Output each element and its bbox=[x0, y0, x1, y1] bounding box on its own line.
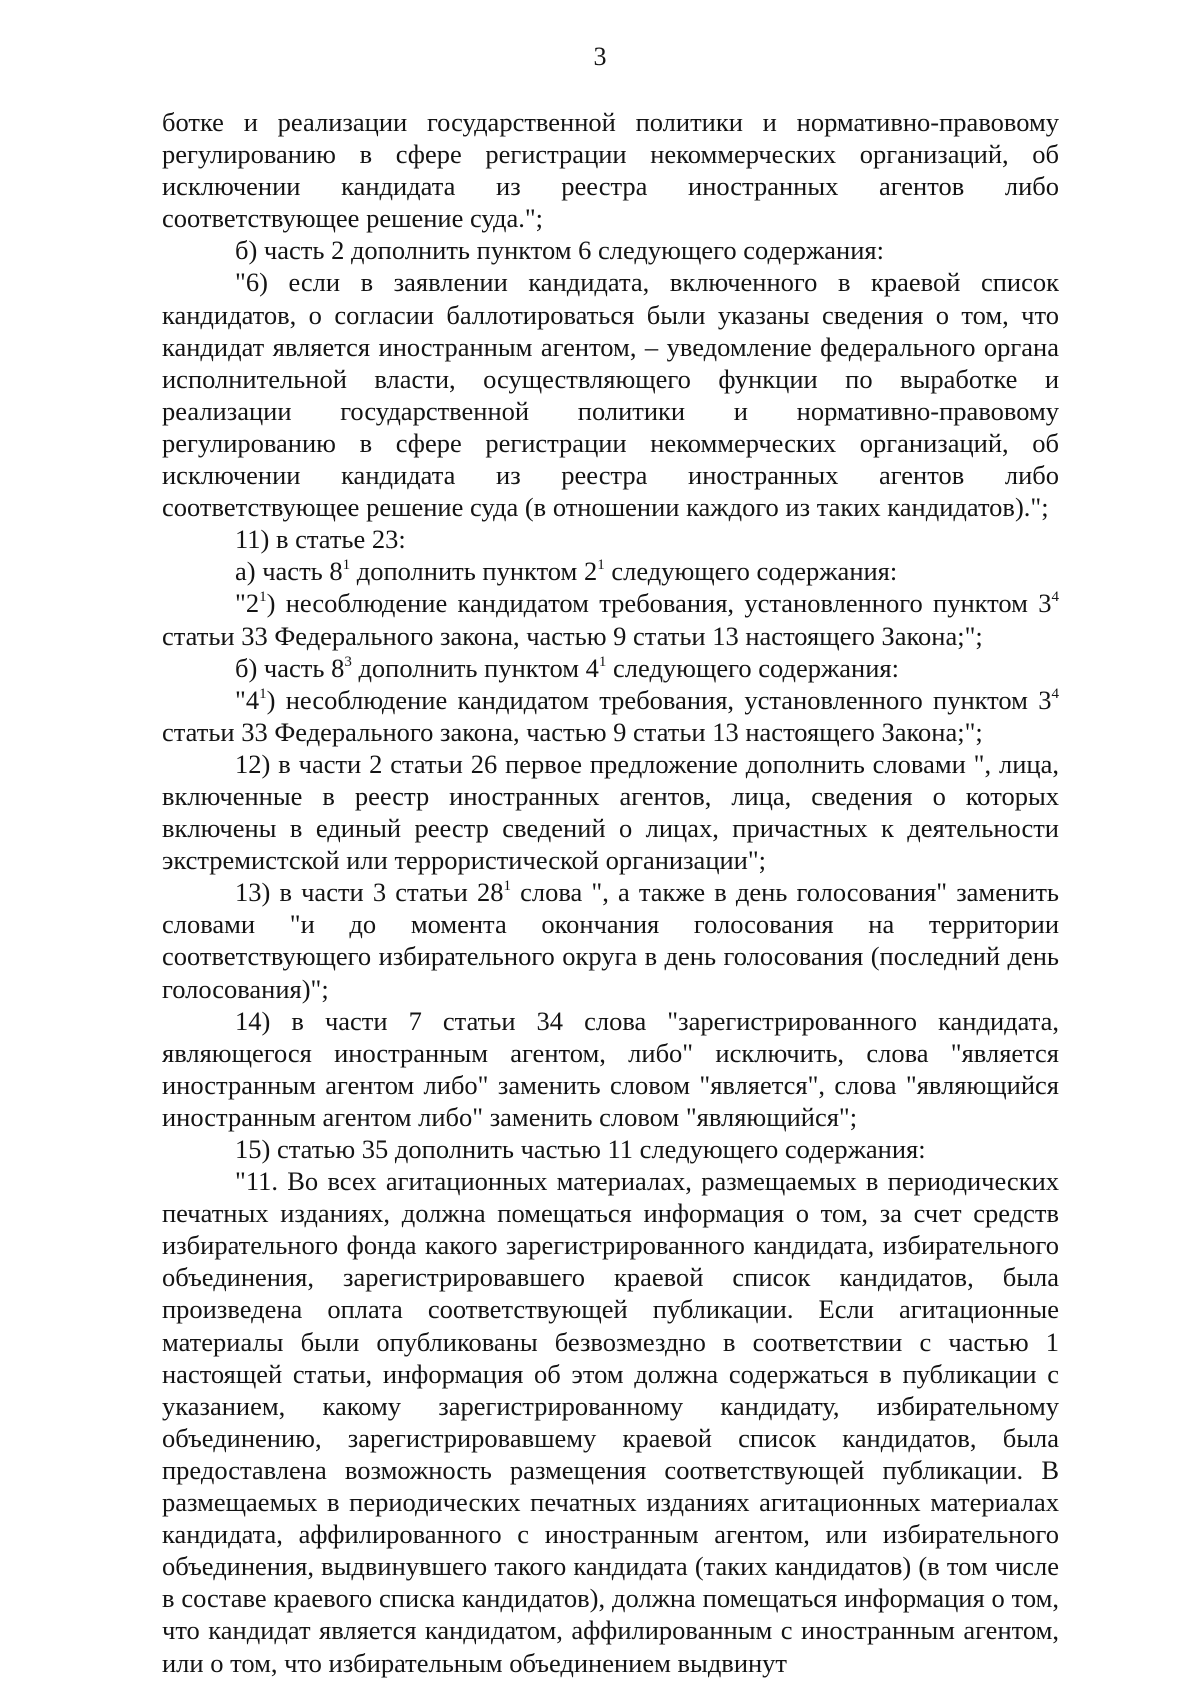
paragraph bbox=[162, 106, 1059, 234]
paragraph-text: статьи 33 Федерального закона, частью 9 статьи 13 настоящего Закона;"; bbox=[162, 620, 983, 651]
paragraph-text: ) несоблюдение кандидатом требования, установленного пунктом 3 bbox=[266, 684, 1052, 715]
paragraph-text: 15) статью 35 дополнить частью 11 следующего содержания: bbox=[235, 1134, 926, 1164]
paragraph-text: ботке и реализации государственной политики и нормативно-правовому регулированию в сфере регистрации некоммерческих организаций, об исключении кандидата из реестра иностранных агентов либо соответствующее решение суда."; bbox=[162, 107, 1059, 234]
paragraph-text: 13) в части 3 статьи 28 bbox=[235, 877, 504, 908]
paragraph-text: "6) если в заявлении кандидата, включенного в краевой список кандидатов, о согласии баллотироваться были указаны сведения о том, что кандидат является иностранным агентом, – уведомление федерального органа исполнительной власти, осуществляющего функции по выработке и реализации государственной политики и нормативно-правовому регулированию в сфере регистрации некоммерческих организаций, об исключении кандидата из реестра иностранных агентов либо соответствующее решение суда (в отношении каждого из таких кандидатов)."; bbox=[162, 267, 1059, 523]
paragraph bbox=[162, 587, 1059, 651]
paragraph-text: 11) в статье 23: bbox=[235, 524, 406, 555]
paragraph-text: 14) в части 7 статьи 34 слова "зарегистрированного кандидата, являющегося иностранным агентом, либо" исключить, слова "является иностранным агентом либо" заменить словом "является", слова "являющийся иностранным агентом либо" заменить словом "являющийся"; bbox=[162, 1005, 1059, 1132]
paragraph-text: статьи 33 Федерального закона, частью 9 статьи 13 настоящего Закона;"; bbox=[162, 716, 983, 747]
paragraph-text: слова ", а также в день голосования" заменить словами "и до момента окончания голосования на территории соответствующего избирательного округа в день голосования (последний день голосования)"; bbox=[162, 877, 1059, 1004]
paragraph bbox=[162, 876, 1059, 1004]
paragraph bbox=[162, 555, 1059, 587]
paragraph bbox=[162, 1165, 1059, 1679]
paragraph bbox=[162, 266, 1059, 523]
superscript-index: 3 bbox=[344, 653, 352, 670]
paragraph-text: следующего содержания: bbox=[606, 652, 899, 683]
superscript-index: 1 bbox=[259, 685, 267, 702]
superscript-index: 1 bbox=[598, 653, 607, 670]
paragraph bbox=[162, 234, 1059, 266]
paragraph-text: дополнить пунктом 2 bbox=[350, 556, 598, 587]
document-body bbox=[162, 106, 1059, 1679]
page-number: 3 bbox=[593, 42, 607, 71]
paragraph bbox=[162, 1005, 1059, 1133]
paragraph bbox=[162, 652, 1059, 684]
paragraph-text: дополнить пунктом 4 bbox=[351, 652, 599, 683]
paragraph-text: 12) в части 2 статьи 26 первое предложение дополнить словами ", лица, включенные в реестр иностранных агентов, лица, сведения о которых включены в единый реестр сведений о лицах, причастных к деятельности экстремистской или террористической организации"; bbox=[162, 748, 1059, 876]
superscript-index: 4 bbox=[1051, 685, 1059, 702]
paragraph-text: "4 bbox=[235, 684, 260, 715]
paragraph-text: следующего содержания: bbox=[604, 556, 898, 587]
paragraph bbox=[162, 684, 1059, 748]
paragraph-text: б) часть 8 bbox=[235, 652, 345, 683]
superscript-index: 1 bbox=[259, 589, 267, 606]
paragraph-text: ) несоблюдение кандидатом требования, установленного пунктом 3 bbox=[266, 588, 1052, 619]
paragraph bbox=[162, 1133, 1059, 1165]
superscript-index: 1 bbox=[597, 557, 605, 574]
superscript-index: 4 bbox=[1051, 589, 1059, 606]
paragraph-text: а) часть 8 bbox=[235, 556, 343, 587]
superscript-index: 1 bbox=[342, 557, 351, 574]
superscript-index: 1 bbox=[503, 878, 511, 895]
paragraph-text: "11. Во всех агитационных материалах, размещаемых в периодических печатных изданиях, должна помещаться информация о том, за счет средств избирательного фонда какого зарегистрированного кандидата, избирательного объединения, зарегистрировавшего краевой список кандидатов, была произведена оплата соответствующей публикации. Если агитационные материалы были опубликованы безвозмездно в соответствии с частью 1 настоящей статьи, информация об этом должна содержаться в публикации с указанием, какому зарегистрированному кандидату, избирательному объединению, зарегистрировавшему краевой список кандидатов, была предоставлена возможность размещения соответствующей публикации. В размещаемых в периодических печатных изданиях агитационных материалах кандидата, аффилированного с иностранным агентом, или избирательного объединения, выдвинувшего такого кандидата (таких кандидатов) (в том числе в составе краевого списка кандидатов), должна помещаться информация о том, что кандидат является кандидатом, аффилированным с иностранным агентом, или о том, что избирательным объединением выдвинут bbox=[162, 1166, 1059, 1678]
paragraph-text: "2 bbox=[235, 588, 260, 619]
paragraph bbox=[162, 748, 1059, 876]
paragraph-text: б) часть 2 дополнить пунктом 6 следующего содержания: bbox=[235, 235, 884, 266]
paragraph bbox=[162, 523, 1059, 555]
